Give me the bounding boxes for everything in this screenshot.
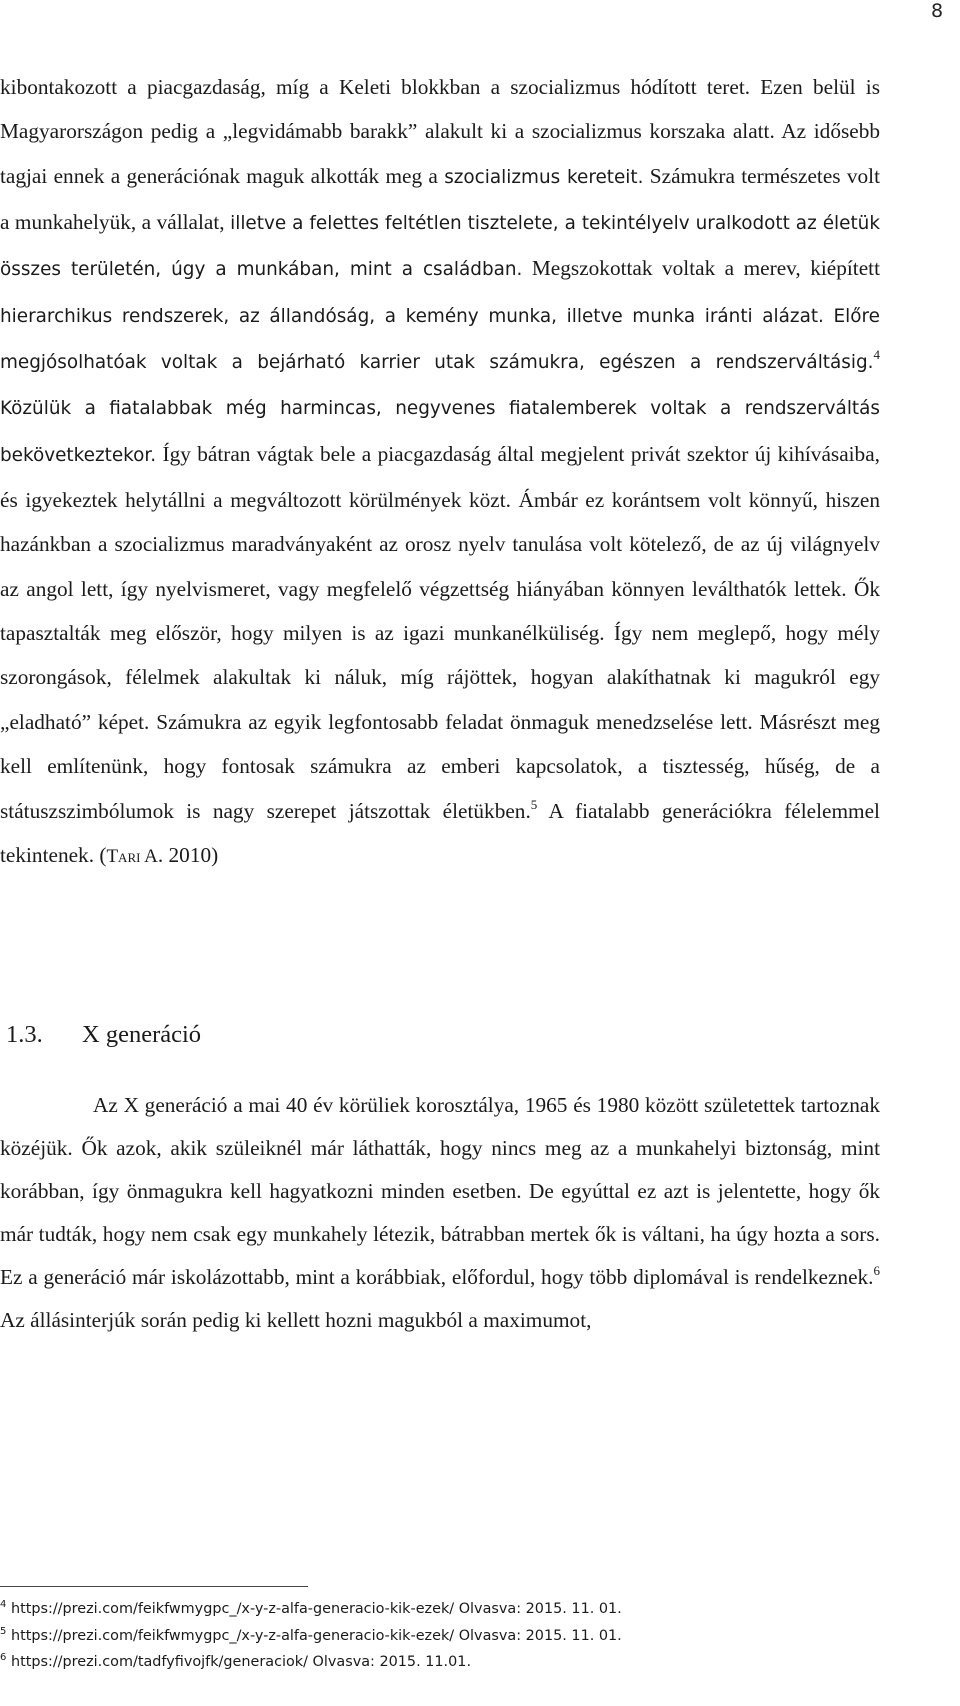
footnote-number: 5 xyxy=(0,1625,7,1637)
text-run: Ámbár ez korántsem volt könnyű, hiszen hazánkban a szocializmus maradványaként az orosz nyelv tanulása volt kötelező, de az új világnyelv az angol lett, így nyelvismeret, vagy megfelelő végzettség hiányában könnyen leválthatók lettek. Ők tapasztalták meg először, hogy milyen is az igazi munkanélküliség. Így nem meglepő, hogy mély szorongások, félelmek alakultak ki náluk, míg rájöttek, hogyan alakíthatnak ki magukról egy „eladható” képet. Számukra az egyik legfontosabb feladat önmaguk menedzselése lett. Másrészt meg kell említenünk, hogy fontosak számukra az emberi kapcsolatok, a tisztesség, hűség, de a státuszszimbólumok is nagy szerepet játszottak életükben. xyxy=(0,488,880,823)
footnote-number: 6 xyxy=(0,1652,7,1663)
text-run: Így bátran vágtak bele a piacgazdaság által megjelent privát szektor új kihívásaiba, és igyekeztek helytállni a megváltozott körülmények közt. xyxy=(0,441,880,513)
body-paragraph-2 xyxy=(0,1084,880,1343)
footnote-item xyxy=(0,1623,900,1650)
text-run: Az állásinterjúk során pedig ki kellett hozni magukból a maximumot, xyxy=(0,1308,592,1333)
footnote-number: 4 xyxy=(0,1599,7,1610)
text-run-sans: illetve a felettes feltétlen tisztelete, a tekintélyelv uralkodott az életük összes területén, úgy a munkában, mint a családban. xyxy=(0,213,880,281)
section-number: 1.3. xyxy=(6,1021,43,1048)
body-paragraph-1 xyxy=(0,65,880,879)
text-run: kibontakozott a piacgazdaság, míg a Keleti blokkban a szocializmus hódított teret. Ezen belül is Magyarországon pedig a „legvidámabb barakk” alakult ki a szocializmus korszaka alatt. Az idősebb tagjai ennek a generációnak maguk alkották meg a xyxy=(0,75,880,188)
text-run: A fiatalabb generációkra félelemmel tekintenek. ( xyxy=(0,798,880,867)
footnote-separator xyxy=(0,1586,308,1587)
footnote-ref-4: 4 xyxy=(873,347,880,363)
text-run: Számukra természetes volt a munkahelyük, a vállalat, xyxy=(0,163,880,235)
footnote-ref-5: 5 xyxy=(530,796,538,812)
footnote-text: https://prezi.com/feikfwmygpc_/x-y-z-alfa-generacio-kik-ezek/ Olvasva: 2015. 11. 01. xyxy=(6,1601,622,1617)
footnote-item xyxy=(0,1649,900,1676)
text-run: Az X generáció a mai 40 év körüliek korosztálya, 1965 és 1980 között születettek tartoznak közéjük. Ők azok, akik szüleiknél már láthatták, hogy nincs meg az a munkahelyi biztonság, mint korábban, így önmagukra kell hagyatkozni minden esetben. De egyúttal ez azt is jelentette, hogy ők már tudták, hogy nem csak egy munkahely létezik, bátrabban mertek ők is váltani, ha úgy hozta a sors. Ez a generáció már iskolázottabb, mint a korábbiak, előfordul, hogy több diplomával is rendelkeznek. xyxy=(0,1093,880,1290)
text-run-sans: szocializmus kereteit. xyxy=(444,166,644,188)
text-run: Megszokottak voltak a merev, kiépített xyxy=(522,256,880,281)
footnote-item xyxy=(0,1596,900,1623)
footnotes xyxy=(0,1596,900,1676)
text-run-sans: Közülük a fiatalabbak még harmincas, negyvenes fiatalemberek voltak a rendszerváltás bekövetkeztekor. xyxy=(0,398,880,466)
text-run: . 2010) xyxy=(157,842,219,867)
footnote-ref-6: 6 xyxy=(873,1263,880,1279)
page-number: 8 xyxy=(931,0,944,22)
footnote-text: https://prezi.com/feikfwmygpc_/x-y-z-alfa-generacio-kik-ezek/ Olvasva: 2015. 11. 01. xyxy=(6,1627,622,1644)
citation-author: Tari A xyxy=(106,845,158,867)
text-run-sans: hierarchikus rendszerek, az állandóság, a kemény munka, illetve munka iránti alázat. Előre megjósolhatóak voltak a bejárható karrier utak számukra, egészen a rendszerváltásig. xyxy=(0,305,880,374)
section-heading xyxy=(0,1010,880,1060)
section-title: X generáció xyxy=(82,1021,202,1048)
footnote-text: https://prezi.com/tadfyfivojfk/generaciok/ Olvasva: 2015. 11.01. xyxy=(6,1654,472,1670)
